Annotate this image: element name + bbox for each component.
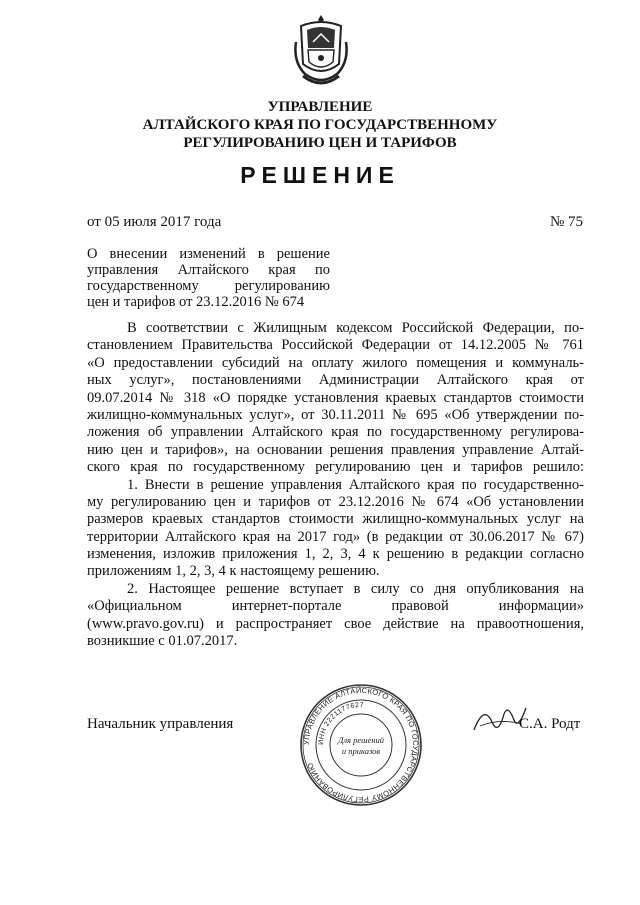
subject-line: государственному регулированию (87, 278, 330, 294)
body-line: 1. Внести в решение управления Алтайского края по государственно- (127, 476, 584, 493)
body-line: ных услуг», постановлениями Администрации Алтайского края от (87, 372, 584, 389)
subject-line: О внесении изменений в решение (87, 246, 330, 262)
body-line: размеров краевых стандартов стоимости жилищно-коммунальных услуг на (87, 511, 584, 528)
stamp-outer-text: УПРАВЛЕНИЕ АЛТАЙСКОГО КРАЯ ПО ГОСУДАРСТВЕННОМУ РЕГУЛИРОВАНИЮ (301, 685, 421, 805)
official-stamp (299, 683, 423, 807)
body-line: ского края по государственному регулированию цен и тарифов решило: (87, 459, 584, 476)
org-line-2: АЛТАЙСКОГО КРАЯ ПО ГОСУДАРСТВЕННОМУ (142, 117, 498, 133)
stamp-inn-text: ИНН 2221177627 (317, 701, 365, 746)
body-line: нию цен и тарифов», на основании решения правления управление Алтай- (87, 441, 584, 458)
organization-name (0, 98, 640, 152)
coat-of-arms-icon (293, 12, 349, 90)
document-body (87, 320, 584, 650)
body-line: становлением Правительства Российской Федерации от 14.12.2005 № 761 (87, 337, 584, 354)
document-type-title: РЕШЕНИЕ (240, 162, 400, 188)
body-line: В соответствии с Жилищным кодексом Российской Федерации, по- (127, 320, 584, 336)
body-line: «Официальном интернет-портале правовой информации» (87, 598, 584, 615)
body-line: (www.pravo.gov.ru) и распространяет свое действие на правоотношения, (87, 615, 584, 632)
body-line: территории Алтайского края на 2017 год» (в редакции от 30.06.2017 № 67) (87, 528, 584, 545)
subject-line: управления Алтайского края по (87, 262, 330, 278)
org-line-3: РЕГУЛИРОВАНИЮ ЦЕН И ТАРИФОВ (183, 135, 457, 151)
document-number: № 75 (549, 214, 583, 230)
body-line: 2. Настоящее решение вступает в силу со дня опубликования на (127, 580, 584, 597)
document-subject (87, 246, 330, 310)
signatory-name: С.А. Родт (519, 716, 581, 732)
body-line: жилищно-коммунальных услуг», от 30.11.2011 № 695 «Об утверждении по- (87, 406, 584, 423)
signatory-title: Начальник управления (87, 716, 234, 732)
stamp-center-line-1: Для решений (337, 735, 385, 745)
body-line: изменения, изложив приложения 1, 2, 3, 4 к решению в редакции согласно (87, 546, 584, 563)
body-line: му регулированию цен и тарифов от 23.12.2016 № 674 «Об установлении (87, 493, 584, 510)
body-line: «О предоставлении субсидий на оплату жилого помещения и коммуналь- (87, 354, 584, 371)
subject-line: цен и тарифов от 23.12.2016 № 674 (87, 294, 305, 310)
stamp-center-line-2: и приказов (341, 746, 381, 756)
org-line-1: УПРАВЛЕНИЕ (267, 99, 373, 115)
body-line: 09.07.2014 № 318 «О порядке установления краевых стандартов стоимости (87, 389, 584, 406)
body-line: ложения об управлении Алтайского края по государственному регулирова- (87, 424, 584, 441)
body-line: приложениям 1, 2, 3, 4 к настоящему решению. (87, 563, 380, 580)
body-line: возникшие с 01.07.2017. (87, 633, 238, 650)
document-date: от 05 июля 2017 года (87, 214, 222, 230)
